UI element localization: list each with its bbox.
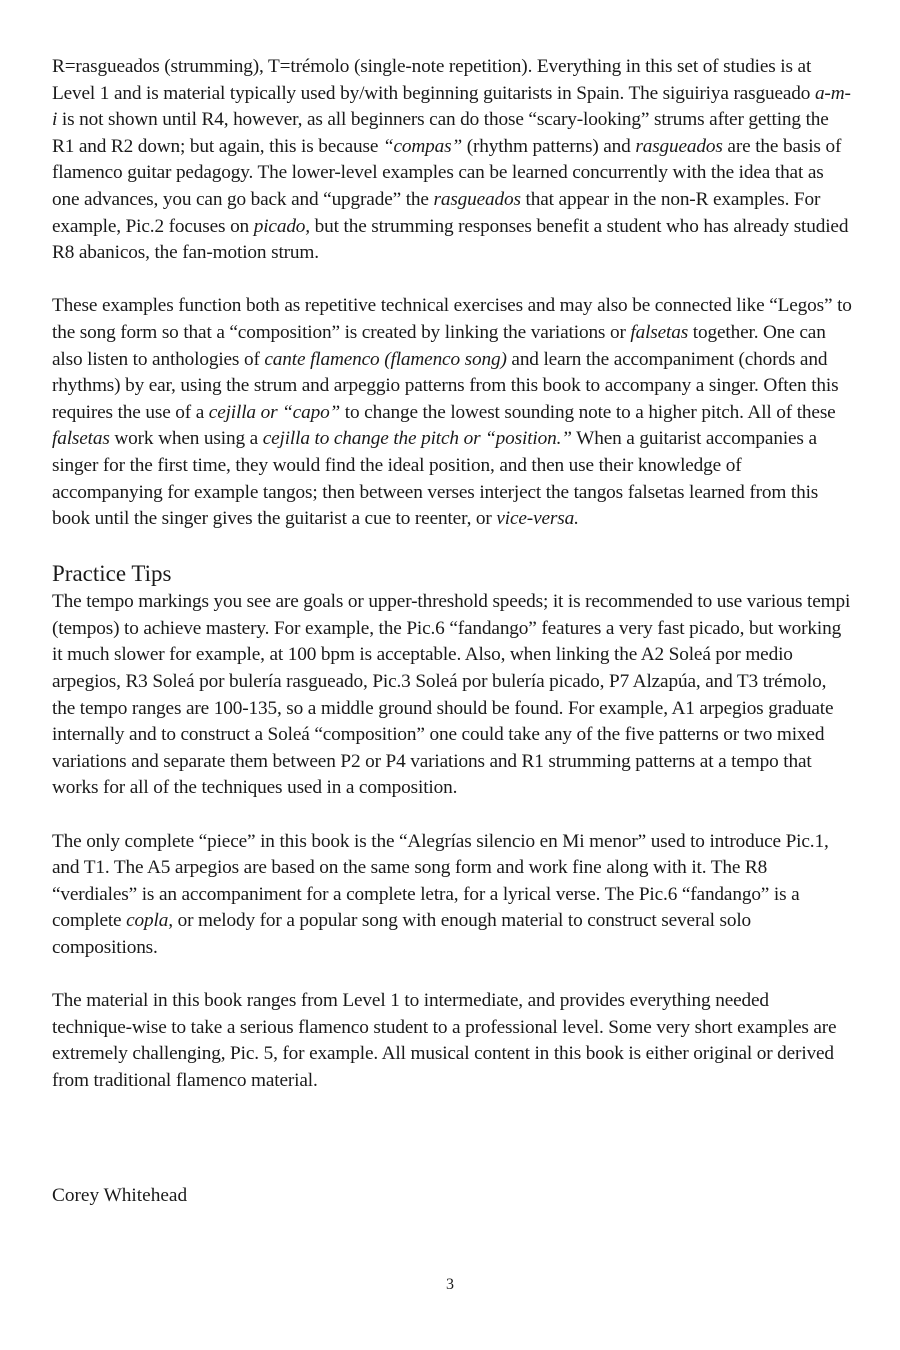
italic-term: rasgueados xyxy=(635,135,723,157)
text-run: are the basis of flamenco guitar pedagogy. The lower-level examples can be learned concurrently with the idea that as one advances, you can go back and “upgrade” the xyxy=(52,135,842,210)
italic-term: falsetas xyxy=(52,428,110,450)
practice-tips-paragraph-2 xyxy=(52,829,852,962)
italic-term: copla, xyxy=(126,910,173,932)
italic-term: cante flamenco (flamenco song) xyxy=(264,348,507,370)
practice-tips-heading: Practice Tips xyxy=(52,561,172,587)
text-run: together. One can also listen to anthologies of xyxy=(52,321,826,370)
intro-paragraph-1 xyxy=(52,54,852,267)
paragraph-gap xyxy=(52,267,852,294)
italic-term: cejilla or “capo” xyxy=(208,401,341,423)
italic-term: cejilla to change the pitch or “position.” xyxy=(262,428,572,450)
italic-term: falsetas xyxy=(630,321,689,343)
text-run: that appear in the non-R examples. For example, Pic.2 focuses on xyxy=(52,188,821,237)
text-run: These examples function both as repetitive technical exercises and may also be connected like “Legos” to the song form so that a “composition” is created by linking the variations or xyxy=(52,295,852,343)
paragraph-gap xyxy=(52,962,852,989)
paragraph-gap xyxy=(52,533,852,560)
text-run: work when using a xyxy=(109,428,263,450)
intro-paragraph-2 xyxy=(52,293,852,532)
practice-tips-paragraph-1: The tempo markings you see are goals or upper-threshold speeds; it is recommended to use various tempi (tempos) to achieve mastery. For example, the Pic.6 “fandango” features a very fast picado, but working it much slower for example, at 100 bpm is acceptable. Also, when linking the A2 Soleá por medio arpegios, R3 Soleá por bulería rasgueado, Pic.3 Soleá por bulería picado, P7 Alzapúa, and T3 trémolo, the tempo ranges are 100-135, so a middle ground should be found. For example, A1 arpegios graduate internally and to construct a Soleá “composition” one could take any of the five patterns or two mixed variations and separate them between P2 or P4 variations and R1 strumming patterns at a tempo that works for all of the techniques used in a composition. xyxy=(52,591,851,799)
practice-tips-paragraph-3: The material in this book ranges from Level 1 to intermediate, and provides everything needed technique-wise to take a serious flamenco student to a professional level. Some very short examples are extremely challenging, Pic. 5, for example. All musical content in this book is either original or derived from traditional flamenco material. xyxy=(52,990,837,1091)
italic-term: a-m-i xyxy=(52,82,851,131)
italic-term: vice-versa. xyxy=(496,508,579,530)
page-number: 3 xyxy=(446,1276,454,1293)
italic-term: “compas” xyxy=(382,135,463,157)
text-run: but the strumming responses benefit a student who has already studied R8 abanicos, the fan-motion strum. xyxy=(52,215,849,264)
text-run: to change the lowest sounding note to a higher pitch. All of these xyxy=(340,401,836,423)
author-signature: Corey Whitehead xyxy=(52,1185,188,1206)
text-run: R=rasgueados (strumming), T=trémolo (single-note repetition). Everything in this set of studies is at Level 1 and is material typically used by/with beginning guitarists in Spain. The siguiriya rasgueado xyxy=(52,56,815,104)
text-run: is not shown until R4, however, as all beginners can do those “scary-looking” strums after getting the R1 and R2 down; but again, this is because xyxy=(52,109,829,157)
text-run: The only complete “piece” in this book is the “Alegrías silencio en Mi menor” used to introduce Pic.1, and T1. The A5 arpegios are based on the same song form and work fine along with it. The R8 “verdiales” is an accompaniment for a complete letra, for a lyrical verse. The Pic.6 “fandango” is a complete xyxy=(52,830,829,932)
text-run: or melody for a popular song with enough material to construct several solo compositions. xyxy=(52,910,752,958)
text-run: (rhythm patterns) and xyxy=(462,135,636,157)
italic-term: picado, xyxy=(253,215,310,237)
page-body xyxy=(52,54,852,1095)
text-run: When a guitarist accompanies a singer for the first time, they would find the ideal position, and then use their knowledge of accompanying for example tangos; then between verses interject the tangos falsetas learned from this book until the singer gives the guitarist a cue to reenter, or xyxy=(52,428,819,530)
paragraph-gap xyxy=(52,802,852,829)
italic-term: rasgueados xyxy=(433,188,521,210)
text-run: and learn the accompaniment (chords and rhythms) by ear, using the strum and arpeggio patterns from this book to accompany a singer. Often this requires the use of a xyxy=(52,348,839,423)
